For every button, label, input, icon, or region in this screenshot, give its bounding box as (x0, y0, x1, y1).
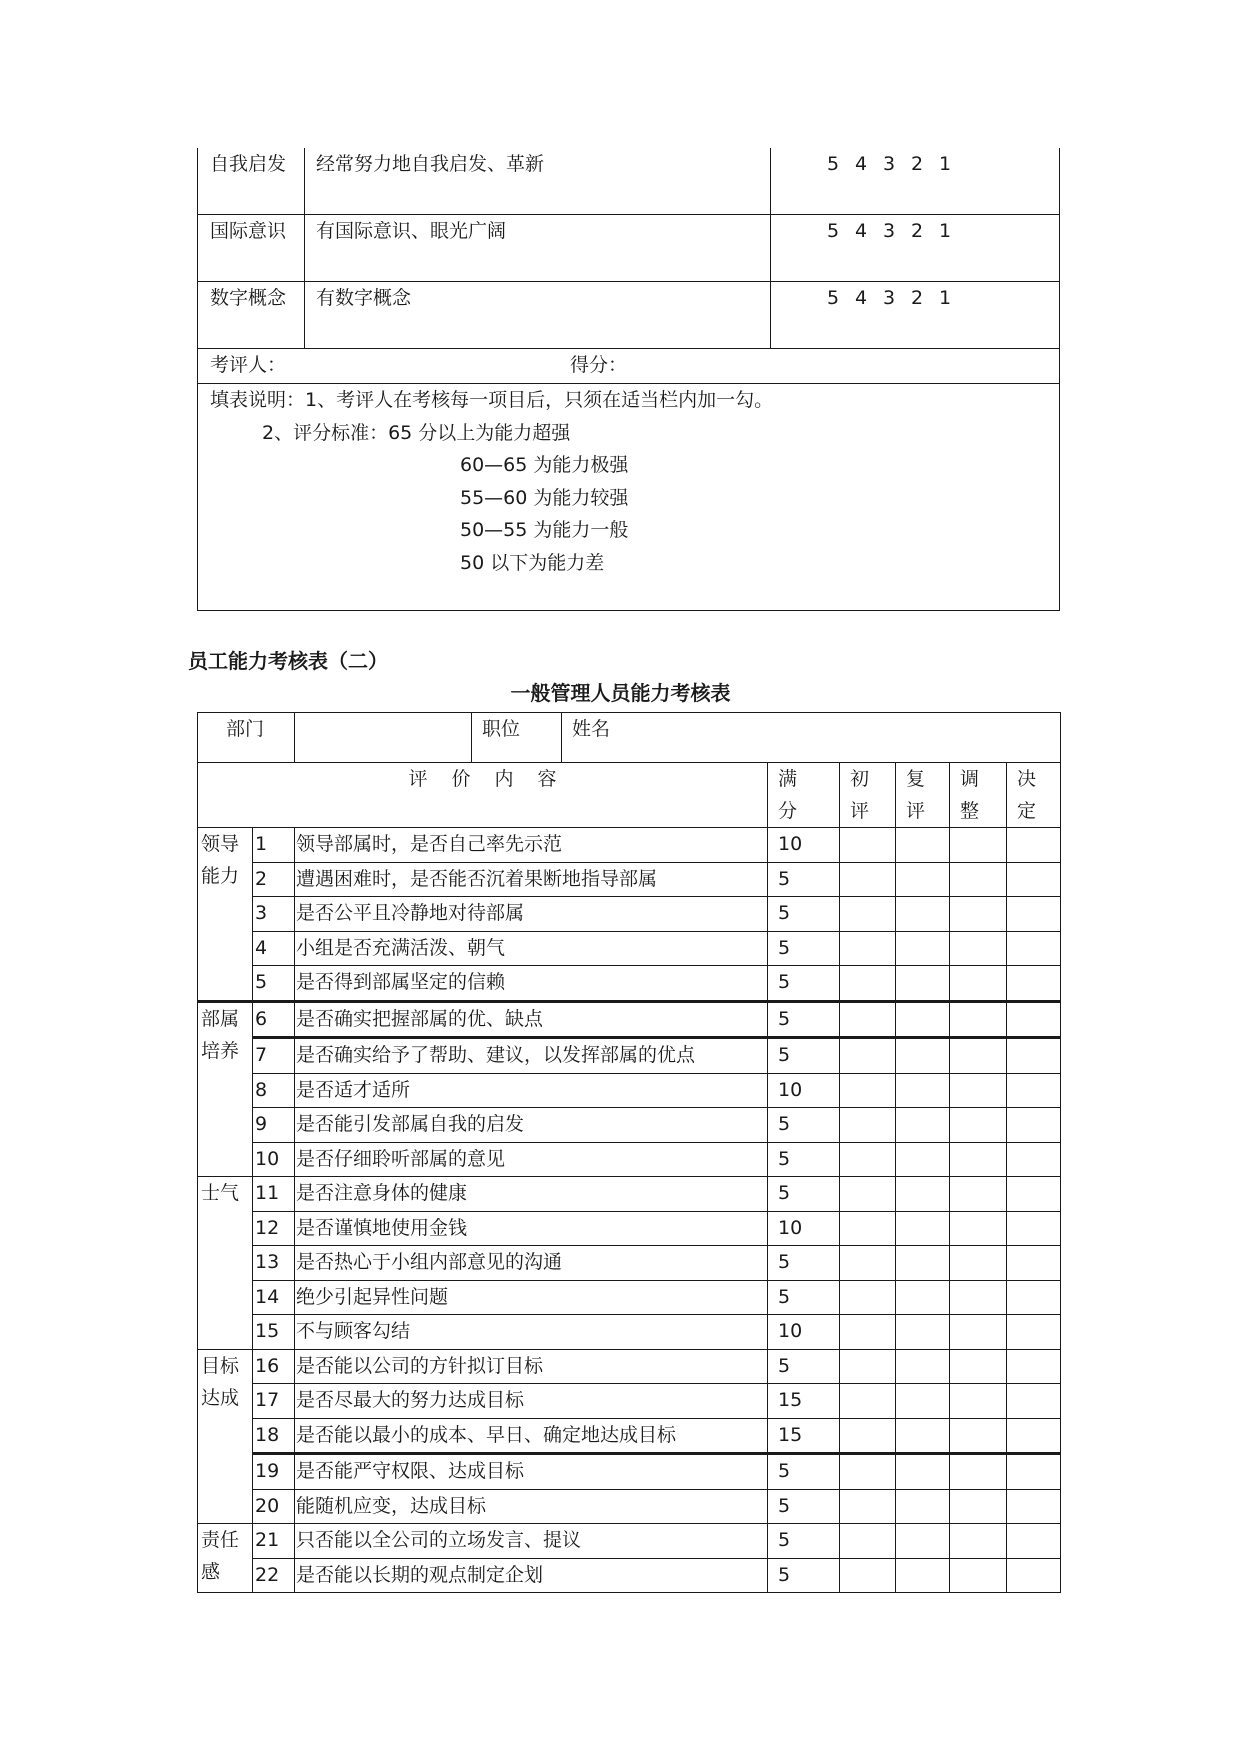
table-row (198, 1454, 1061, 1490)
col-final (1007, 763, 1061, 828)
first-eval-cell[interactable] (840, 1073, 896, 1108)
first-eval-cell[interactable] (840, 1246, 896, 1281)
table-row (198, 1142, 1061, 1177)
score-label: 得分： (570, 354, 628, 376)
criterion-text: 绝少引起异性问题 (295, 1280, 768, 1315)
col-full-score (768, 763, 840, 828)
full-score-value: 5 (768, 1349, 840, 1384)
content-header-char: 价 (451, 768, 471, 790)
item-description: 经常努力地自我启发、革新 (305, 148, 771, 215)
notes-row (198, 384, 1060, 611)
final-cell[interactable] (1007, 1454, 1061, 1490)
item-label: 国际意识 (198, 215, 305, 282)
adjust-cell[interactable] (950, 1038, 1007, 1074)
category-label (198, 828, 253, 1002)
adjust-cell[interactable] (950, 862, 1007, 897)
adjust-cell[interactable] (950, 1280, 1007, 1315)
final-cell[interactable] (1007, 1142, 1061, 1177)
criterion-text: 是否谨慎地使用金钱 (295, 1211, 768, 1246)
full-score-value: 10 (768, 1073, 840, 1108)
full-score-value: 15 (768, 1384, 840, 1419)
notes-line: 60—65 为能力极强 (460, 454, 629, 476)
score-scale (771, 215, 1060, 282)
criterion-text: 是否确实给予了帮助、建议，以发挥部属的优点 (295, 1038, 768, 1074)
adjust-cell[interactable] (950, 828, 1007, 863)
final-cell[interactable] (1007, 1489, 1061, 1524)
table-row (198, 1246, 1061, 1281)
criterion-text: 是否能以公司的方针拟订目标 (295, 1349, 768, 1384)
full-score-value: 15 (768, 1418, 840, 1454)
evaluator-row (198, 349, 1060, 384)
row-number: 5 (253, 966, 295, 1002)
table-row (198, 931, 1061, 966)
scale-2[interactable]: 2 (910, 287, 924, 309)
criterion-text: 是否热心于小组内部意见的沟通 (295, 1246, 768, 1281)
criterion-text: 遭遇困难时，是否能否沉着果断地指导部属 (295, 862, 768, 897)
criterion-text: 是否确实把握部属的优、缺点 (295, 1001, 768, 1038)
review-cell[interactable] (896, 1524, 950, 1559)
adjust-cell[interactable] (950, 1349, 1007, 1384)
col-first-eval (840, 763, 896, 828)
adjust-cell[interactable] (950, 1211, 1007, 1246)
review-cell[interactable] (896, 1142, 950, 1177)
table-row (198, 1038, 1061, 1074)
final-cell[interactable] (1007, 828, 1061, 863)
adjust-cell[interactable] (950, 931, 1007, 966)
table-row (198, 1177, 1061, 1212)
first-eval-cell[interactable] (840, 966, 896, 1002)
review-cell[interactable] (896, 1418, 950, 1454)
final-cell[interactable] (1007, 1211, 1061, 1246)
row-number: 18 (253, 1418, 295, 1454)
notes-line: 50 以下为能力差 (460, 551, 605, 574)
first-eval-cell[interactable] (840, 1142, 896, 1177)
row-number: 19 (253, 1454, 295, 1490)
notes-cell (198, 384, 1060, 611)
category-text: 目标达成 (201, 1354, 240, 1409)
category-text: 士气 (201, 1182, 240, 1204)
category-label (198, 1001, 253, 1177)
header-row (198, 763, 1061, 828)
criterion-text: 是否尽最大的努力达成目标 (295, 1384, 768, 1419)
table-row (198, 1489, 1061, 1524)
adjust-cell[interactable] (950, 1001, 1007, 1038)
first-eval-cell[interactable] (840, 931, 896, 966)
review-cell[interactable] (896, 897, 950, 932)
final-cell[interactable] (1007, 1349, 1061, 1384)
table-row (198, 1349, 1061, 1384)
adjust-cell[interactable] (950, 1489, 1007, 1524)
full-score-value: 5 (768, 1177, 840, 1212)
criterion-text: 能随机应变，达成目标 (295, 1489, 768, 1524)
item-description: 有国际意识、眼光广阔 (305, 215, 771, 282)
item-row (198, 215, 1060, 282)
scale-2[interactable]: 2 (910, 153, 924, 175)
col-final-label: 决定 (1017, 768, 1037, 822)
criterion-text: 不与顾客勾结 (295, 1315, 768, 1350)
row-number: 17 (253, 1384, 295, 1419)
col-first-eval-label: 初评 (850, 768, 870, 822)
final-cell[interactable] (1007, 1524, 1061, 1559)
first-eval-cell[interactable] (840, 1108, 896, 1143)
scale-3[interactable]: 3 (882, 153, 896, 175)
criterion-text: 只否能以全公司的立场发言、提议 (295, 1524, 768, 1559)
first-eval-cell[interactable] (840, 1001, 896, 1038)
adjust-cell[interactable] (950, 1418, 1007, 1454)
scale-2[interactable]: 2 (910, 220, 924, 242)
review-cell[interactable] (896, 1349, 950, 1384)
category-label (198, 1177, 253, 1350)
full-score-value: 5 (768, 931, 840, 966)
review-cell[interactable] (896, 1038, 950, 1074)
review-cell[interactable] (896, 1454, 950, 1490)
score-scale (771, 148, 1060, 215)
final-cell[interactable] (1007, 1246, 1061, 1281)
row-number: 2 (253, 862, 295, 897)
final-cell[interactable] (1007, 1038, 1061, 1074)
review-cell[interactable] (896, 1211, 950, 1246)
review-cell[interactable] (896, 1177, 950, 1212)
criterion-text: 是否注意身体的健康 (295, 1177, 768, 1212)
review-cell[interactable] (896, 1073, 950, 1108)
table-row (198, 1001, 1061, 1038)
table-title: 一般管理人员能力考核表 (510, 681, 731, 705)
first-eval-cell[interactable] (840, 1558, 896, 1593)
dept-label: 部门 (198, 713, 295, 763)
row-number: 16 (253, 1349, 295, 1384)
full-score-value: 5 (768, 1524, 840, 1559)
section-title: 员工能力考核表（二） (188, 649, 388, 673)
criterion-text: 小组是否充满活泼、朝气 (295, 931, 768, 966)
final-cell[interactable] (1007, 1558, 1061, 1593)
category-label (198, 1349, 253, 1524)
first-eval-cell[interactable] (840, 1524, 896, 1559)
final-cell[interactable] (1007, 1418, 1061, 1454)
full-score-value: 5 (768, 1280, 840, 1315)
criterion-text: 领导部属时，是否自己率先示范 (295, 828, 768, 863)
score-scale (771, 282, 1060, 349)
item-row (198, 282, 1060, 349)
notes-line: 55—60 为能力较强 (460, 486, 629, 509)
review-cell[interactable] (896, 1489, 950, 1524)
row-number: 4 (253, 931, 295, 966)
category-text: 领导能力 (201, 833, 240, 887)
adjust-cell[interactable] (950, 1558, 1007, 1593)
full-score-value: 5 (768, 1108, 840, 1143)
adjust-cell[interactable] (950, 1073, 1007, 1108)
col-adjust-label: 调整 (960, 768, 980, 822)
criterion-text: 是否适才适所 (295, 1073, 768, 1108)
scale-5[interactable]: 5 (826, 287, 840, 309)
adjust-cell[interactable] (950, 897, 1007, 932)
row-number: 21 (253, 1524, 295, 1559)
full-score-value: 5 (768, 1001, 840, 1038)
position-label: 职位 (472, 713, 562, 763)
category-text: 部属培养 (201, 1007, 240, 1062)
table-row (198, 1315, 1061, 1350)
scale-4[interactable]: 4 (854, 287, 868, 309)
evaluator-label: 考评人： (210, 354, 287, 376)
item-row (198, 148, 1060, 215)
review-cell[interactable] (896, 931, 950, 966)
adjust-cell[interactable] (950, 1384, 1007, 1419)
final-cell[interactable] (1007, 931, 1061, 966)
content-header-char: 评 (408, 768, 428, 790)
row-number: 6 (253, 1001, 295, 1038)
table-row (198, 828, 1061, 863)
table-row (198, 1558, 1061, 1593)
col-adjust (950, 763, 1007, 828)
final-cell[interactable] (1007, 862, 1061, 897)
full-score-value: 5 (768, 1558, 840, 1593)
info-row (198, 713, 1061, 763)
adjust-cell[interactable] (950, 1246, 1007, 1281)
final-cell[interactable] (1007, 1280, 1061, 1315)
first-eval-cell[interactable] (840, 1418, 896, 1454)
table-row (198, 1524, 1061, 1559)
adjust-cell[interactable] (950, 1142, 1007, 1177)
final-cell[interactable] (1007, 1384, 1061, 1419)
content-header (198, 763, 768, 828)
row-number: 13 (253, 1246, 295, 1281)
full-score-value: 5 (768, 966, 840, 1002)
final-cell[interactable] (1007, 1177, 1061, 1212)
first-eval-cell[interactable] (840, 1384, 896, 1419)
table-row (198, 1108, 1061, 1143)
table-row (198, 1211, 1061, 1246)
row-number: 10 (253, 1142, 295, 1177)
first-eval-cell[interactable] (840, 1211, 896, 1246)
notes-line: 2、评分标准：65 分以上为能力超强 (262, 421, 571, 444)
criterion-text: 是否能以最小的成本、早日、确定地达成目标 (295, 1418, 768, 1454)
criterion-text: 是否公平且冷静地对待部属 (295, 897, 768, 932)
criterion-text: 是否得到部属坚定的信赖 (295, 966, 768, 1002)
scale-3[interactable]: 3 (882, 220, 896, 242)
first-eval-cell[interactable] (840, 1280, 896, 1315)
full-score-value: 10 (768, 1211, 840, 1246)
col-review-label: 复评 (906, 768, 926, 822)
scale-1[interactable]: 1 (938, 153, 952, 175)
item-label: 数字概念 (198, 282, 305, 349)
first-eval-cell[interactable] (840, 1315, 896, 1350)
scale-5[interactable]: 5 (826, 220, 840, 242)
name-label: 姓名 (562, 713, 1061, 763)
row-number: 12 (253, 1211, 295, 1246)
criterion-text: 是否能以长期的观点制定企划 (295, 1558, 768, 1593)
row-number: 3 (253, 897, 295, 932)
notes-line: 50—55 为能力一般 (460, 519, 629, 541)
adjust-cell[interactable] (950, 1315, 1007, 1350)
evaluation-body (198, 828, 1061, 1593)
full-score-value: 5 (768, 1142, 840, 1177)
table-row (198, 897, 1061, 932)
row-number: 22 (253, 1558, 295, 1593)
review-cell[interactable] (896, 1384, 950, 1419)
content-header-char: 内 (494, 768, 514, 790)
row-number: 20 (253, 1489, 295, 1524)
item-label: 自我启发 (198, 148, 305, 215)
full-score-value: 10 (768, 828, 840, 863)
scale-5[interactable]: 5 (826, 153, 840, 175)
category-text: 责任感 (201, 1529, 240, 1583)
row-number: 1 (253, 828, 295, 863)
col-review (896, 763, 950, 828)
full-score-value: 5 (768, 1489, 840, 1524)
item-description: 有数字概念 (305, 282, 771, 349)
first-eval-cell[interactable] (840, 862, 896, 897)
adjust-cell[interactable] (950, 966, 1007, 1002)
criterion-text: 是否能引发部属自我的启发 (295, 1108, 768, 1143)
ability-items-table (197, 148, 1060, 611)
scale-1[interactable]: 1 (938, 287, 952, 309)
row-number: 11 (253, 1177, 295, 1212)
first-eval-cell[interactable] (840, 1349, 896, 1384)
review-cell[interactable] (896, 1558, 950, 1593)
review-cell[interactable] (896, 1315, 950, 1350)
review-cell[interactable] (896, 1108, 950, 1143)
final-cell[interactable] (1007, 1108, 1061, 1143)
criterion-text: 是否能严守权限、达成目标 (295, 1454, 768, 1490)
full-score-value: 5 (768, 862, 840, 897)
category-label (198, 1524, 253, 1593)
full-score-value: 5 (768, 1246, 840, 1281)
first-eval-cell[interactable] (840, 1177, 896, 1212)
final-cell[interactable] (1007, 897, 1061, 932)
full-score-value: 5 (768, 1454, 840, 1490)
table-row (198, 966, 1061, 1002)
scale-3[interactable]: 3 (882, 287, 896, 309)
adjust-cell[interactable] (950, 1177, 1007, 1212)
row-number: 8 (253, 1073, 295, 1108)
scale-1[interactable]: 1 (938, 220, 952, 242)
row-number: 14 (253, 1280, 295, 1315)
review-cell[interactable] (896, 1280, 950, 1315)
table-row (198, 1418, 1061, 1454)
full-score-value: 5 (768, 897, 840, 932)
col-full-score-label: 满分 (778, 768, 798, 822)
review-cell[interactable] (896, 1001, 950, 1038)
criterion-text: 是否仔细聆听部属的意见 (295, 1142, 768, 1177)
final-cell[interactable] (1007, 966, 1061, 1002)
table-row (198, 862, 1061, 897)
final-cell[interactable] (1007, 1315, 1061, 1350)
adjust-cell[interactable] (950, 1108, 1007, 1143)
review-cell[interactable] (896, 966, 950, 1002)
evaluator-cell (198, 349, 1060, 384)
adjust-cell[interactable] (950, 1524, 1007, 1559)
content-header-char: 容 (537, 768, 557, 790)
full-score-value: 5 (768, 1038, 840, 1074)
row-number: 7 (253, 1038, 295, 1074)
dept-field[interactable] (295, 713, 472, 763)
table-row (198, 1280, 1061, 1315)
final-cell[interactable] (1007, 1073, 1061, 1108)
first-eval-cell[interactable] (840, 1038, 896, 1074)
table-row (198, 1384, 1061, 1419)
scale-4[interactable]: 4 (854, 153, 868, 175)
full-score-value: 10 (768, 1315, 840, 1350)
review-cell[interactable] (896, 828, 950, 863)
first-eval-cell[interactable] (840, 1489, 896, 1524)
table-row (198, 1073, 1061, 1108)
evaluation-table (197, 712, 1061, 1593)
review-cell[interactable] (896, 1246, 950, 1281)
final-cell[interactable] (1007, 1001, 1061, 1038)
row-number: 15 (253, 1315, 295, 1350)
first-eval-cell[interactable] (840, 828, 896, 863)
review-cell[interactable] (896, 862, 950, 897)
first-eval-cell[interactable] (840, 1454, 896, 1490)
scale-4[interactable]: 4 (854, 220, 868, 242)
row-number: 9 (253, 1108, 295, 1143)
first-eval-cell[interactable] (840, 897, 896, 932)
notes-line: 填表说明：1、考评人在考核每一项目后，只须在适当栏内加一勾。 (210, 389, 774, 411)
adjust-cell[interactable] (950, 1454, 1007, 1490)
